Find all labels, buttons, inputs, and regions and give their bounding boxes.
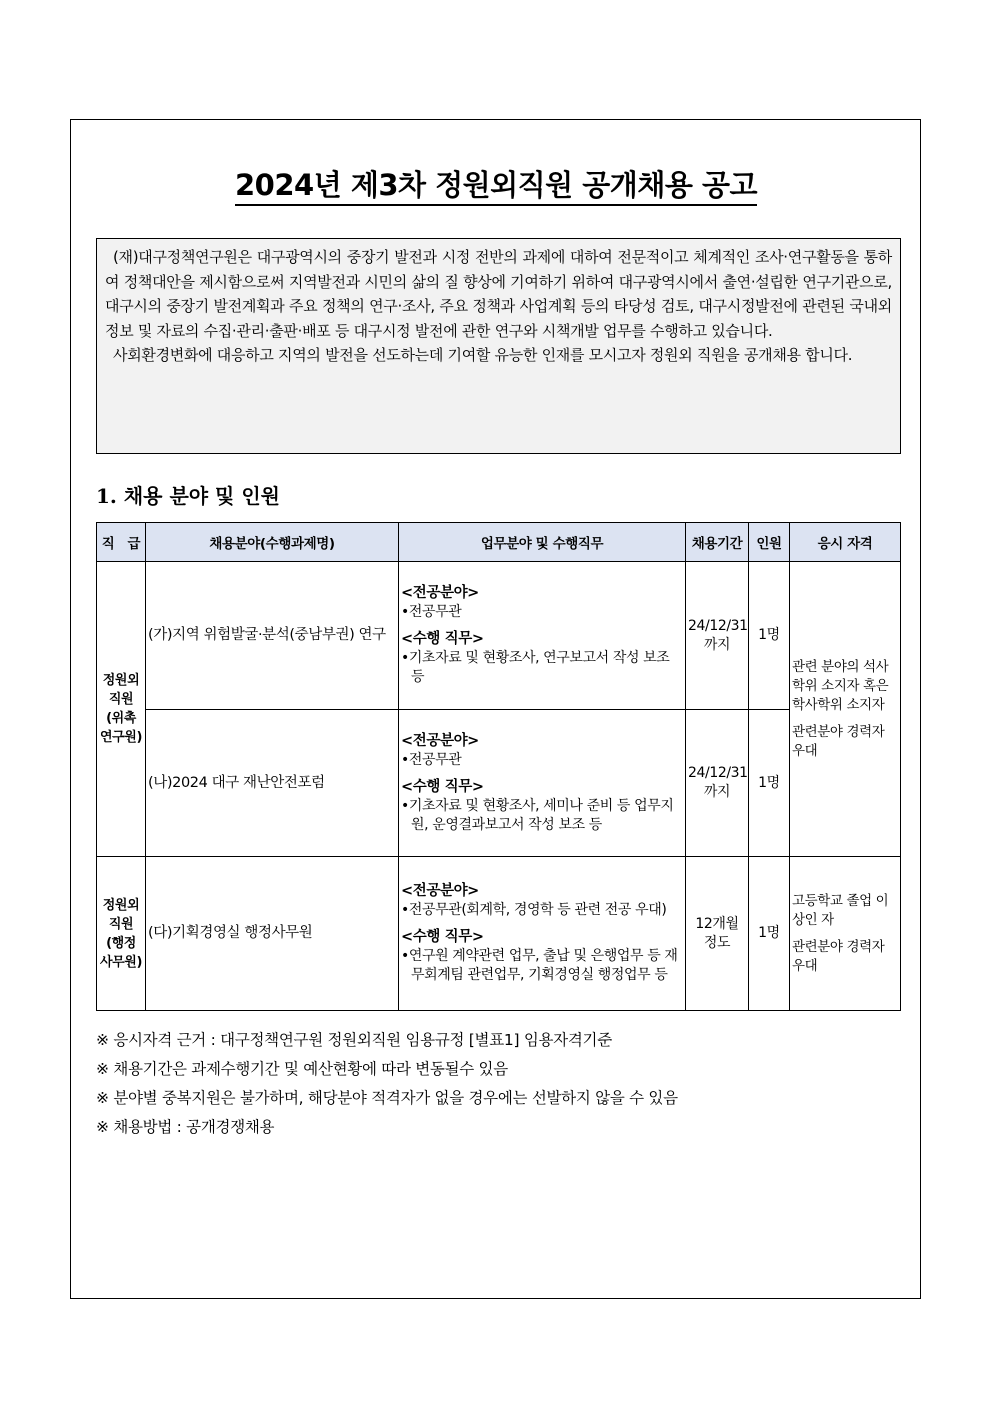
major-label: <전공분야> <box>401 585 479 601</box>
duty-label: <수행 직무> <box>401 631 484 647</box>
major-label: <전공분야> <box>401 732 479 749</box>
major-text: •전공무관 <box>401 751 462 768</box>
page-title: 2024년 제3차 정원외직원 공개채용 공고 <box>0 163 992 204</box>
field-cell: (나)2024 대구 재난안전포럼 <box>146 710 399 857</box>
header-period: 채용기간 <box>686 523 749 562</box>
table-row <box>97 710 901 857</box>
qualification-cell <box>790 562 901 857</box>
duty-cell <box>399 562 686 710</box>
recruitment-table <box>96 522 901 1011</box>
intro-box <box>96 238 901 454</box>
major-label: <전공분야> <box>401 883 479 899</box>
table-header-row <box>97 523 901 562</box>
major-text: •전공무관 <box>401 604 462 620</box>
count-cell: 1명 <box>749 857 790 1011</box>
header-count: 인원 <box>749 523 790 562</box>
table-row <box>97 562 901 710</box>
qualification-degree: 관련 분야의 석사학위 소지자 혹은 학사학위 소지자 <box>792 658 889 713</box>
notes-list <box>96 1026 678 1142</box>
qualification-preference: 관련분야 경력자 우대 <box>792 938 885 974</box>
header-field: 채용분야(수행과제명) <box>146 523 399 562</box>
qualification-education: 고등학교 졸업 이상인 자 <box>792 892 889 928</box>
count-cell: 1명 <box>749 710 790 857</box>
note-item: ※ 채용방법 : 공개경쟁채용 <box>96 1118 275 1136</box>
period-cell: 24/12/31 까지 <box>686 562 749 710</box>
field-cell: (가)지역 위험발굴·분석(중남부권) 연구 <box>146 562 399 710</box>
duty-text: •연구원 계약관련 업무, 출납 및 은행업무 등 재무회계팀 관련업무, 기획경영실 행정업무 등 <box>401 948 678 983</box>
qualification-preference: 관련분야 경력자 우대 <box>792 723 885 759</box>
qualification-cell <box>790 857 901 1011</box>
table-row <box>97 857 901 1011</box>
note-item: ※ 응시자격 근거 : 대구정책연구원 정원외직원 임용규정 [별표1] 임용자격기준 <box>96 1031 612 1049</box>
note-item: ※ 채용기간은 과제수행기간 및 예산현황에 따라 변동될수 있음 <box>96 1060 508 1078</box>
period-cell: 24/12/31 까지 <box>686 710 749 857</box>
header-qualification: 응시 자격 <box>790 523 901 562</box>
section-title: 1. 채용 분야 및 인원 <box>96 484 280 508</box>
duty-label: <수행 직무> <box>401 929 484 945</box>
duty-cell <box>399 857 686 1011</box>
duty-cell <box>399 710 686 857</box>
duty-label: <수행 직무> <box>401 778 484 795</box>
duty-text: •기초자료 및 현황조사, 세미나 준비 등 업무지원, 운영결과보고서 작성 보조 등 <box>401 797 674 833</box>
duty-text: •기초자료 및 현황조사, 연구보고서 작성 보조 등 <box>401 650 670 685</box>
note-item: ※ 분야별 중복지원은 불가하며, 해당분야 적격자가 없을 경우에는 선발하지 않을 수 있음 <box>96 1089 678 1107</box>
intro-paragraph-1: (재)대구정책연구원은 대구광역시의 중장기 발전과 시정 전반의 과제에 대하여 전문적이고 체계적인 조사·연구활동을 통하여 정책대안을 제시함으로써 지역발전과 시민의 삶의 질 향상에 기여하기 위하여 대구광역시에서 출연·설립한 연구기관으로, 대구시의 중장기 발전계획과 주요 정책의 연구·조사, 주요 정책과 사업계획 등의 타당성 검토, 대구시정발전에 관련된 국내외 정보 및 자료의 수집·관리·출판·배포 등 대구시정 발전에 관한 연구와 시책개발 업무를 수행하고 있습니다. <box>105 248 892 340</box>
header-grade: 직 급 <box>97 523 146 562</box>
count-cell: 1명 <box>749 562 790 710</box>
grade-cell: 정원외 직원 (위촉 연구원) <box>97 562 146 857</box>
field-cell: (다)기획경영실 행정사무원 <box>146 857 399 1011</box>
major-text: •전공무관(회계학, 경영학 등 관련 전공 우대) <box>401 902 667 918</box>
grade-cell: 정원외 직원 (행정 사무원) <box>97 857 146 1011</box>
intro-paragraph-2: 사회환경변화에 대응하고 지역의 발전을 선도하는데 기여할 유능한 인재를 모시고자 정원외 직원을 공개채용 합니다. <box>113 346 853 364</box>
period-cell: 12개월 정도 <box>686 857 749 1011</box>
header-duty: 업무분야 및 수행직무 <box>399 523 686 562</box>
